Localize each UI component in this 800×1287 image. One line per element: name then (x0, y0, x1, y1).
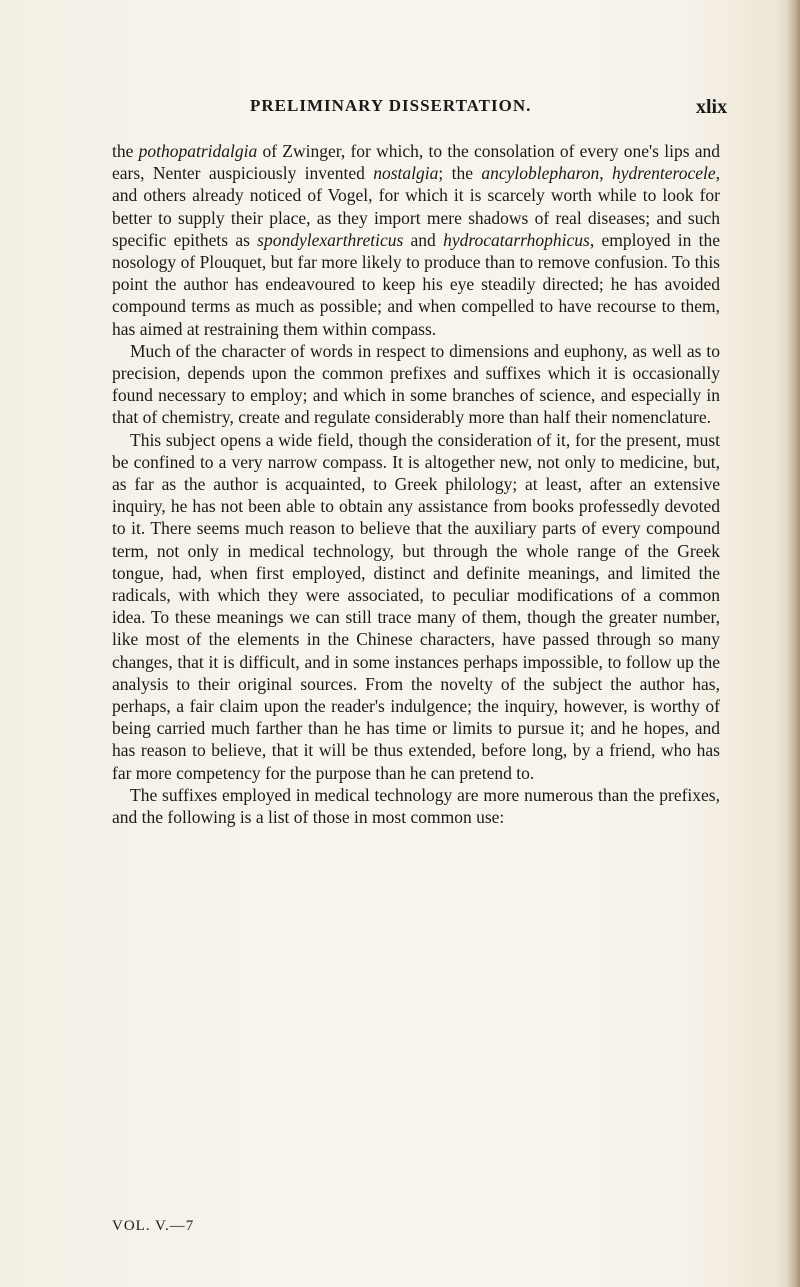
paragraph-p1 (112, 140, 720, 340)
italic-term: hydrenterocele (611, 163, 716, 184)
italic-term: nostalgia (373, 163, 439, 184)
running-head: PRELIMINARY DISSERTATION. (250, 96, 532, 115)
paragraph-p2 (112, 340, 720, 429)
text-run: , and others already noticed of Vogel, for which it is scarcely worth while to look for better to supply their place, as they import mere shadows of real diseases; and such specific epithets as (112, 163, 721, 250)
text-run: , employed in the nosology of Plouquet, but far more likely to produce than to remove confusion. To this point the author has endeavoured to keep his eye steadily directed; he has avoided compound terms as much as possible; and when compelled to have recourse to them, has aimed at restraining them within compass. (112, 229, 720, 339)
text-run: ; the (438, 163, 482, 184)
signature-mark: VOL. V.—7 (112, 1218, 195, 1234)
italic-term: hydrocatarrhophicus (443, 229, 590, 250)
text-run: of Zwinger, for which, to the consolation of every one's lips and ears, Nenter auspiciously invented (112, 141, 720, 184)
text-run: , (599, 163, 612, 184)
italic-term: ancyloblepharon (481, 163, 600, 184)
paragraph-p4 (112, 784, 720, 828)
paragraph-p3 (112, 429, 720, 784)
page-gutter-shadow (786, 0, 800, 1287)
text-run: the (112, 141, 139, 161)
text-run: The suffixes employed in medical technology are more numerous than the prefixes, and the following is a list of those in most common use: (112, 784, 720, 828)
body-text (112, 140, 720, 828)
italic-term: pothopatridalgia (138, 141, 258, 161)
text-run: Much of the character of words in respect to dimensions and euphony, as well as to precision, depends upon the common prefixes and suffixes which it is occasionally found necessary to employ; and which in some branches of science, and especially in that of chemistry, create and regulate considerably more than half their nomenclature. (112, 340, 720, 428)
text-run: This subject opens a wide field, though the consideration of it, for the present, must be confined to a very narrow compass. It is altogether new, not only to medicine, but, as far as the author is acquainted, to Greek philology; at least, after an extensive inquiry, he has not been able to obtain any assistance from books professedly devoted to it. There seems much reason to believe that the auxiliary parts of every compound term, not only in medical technology, but through the whole range of the Greek tongue, had, when first employed, distinct and definite meanings, and limited the radicals, with which they were associated, to peculiar modifications of a common idea. To these meanings we can still trace many of them, though the greater number, like most of the elements in the Chinese characters, have passed through so many changes, that it is difficult, and in some instances perhaps impossible, to follow up the analysis to their original sources. From the novelty of the subject the author has, perhaps, a fair claim upon the reader's indulgence; the inquiry, however, is worthy of being carried much farther than he has time or limits to pursue it; and he hopes, and has reason to believe, that it will be thus extended, before long, by a friend, who has far more competency for the purpose than he can pretend to. (112, 429, 720, 783)
text-run: and (403, 229, 444, 250)
page-number: xlix (696, 96, 728, 118)
italic-term: spondylexarthreticus (257, 229, 404, 250)
page-header (0, 96, 800, 126)
